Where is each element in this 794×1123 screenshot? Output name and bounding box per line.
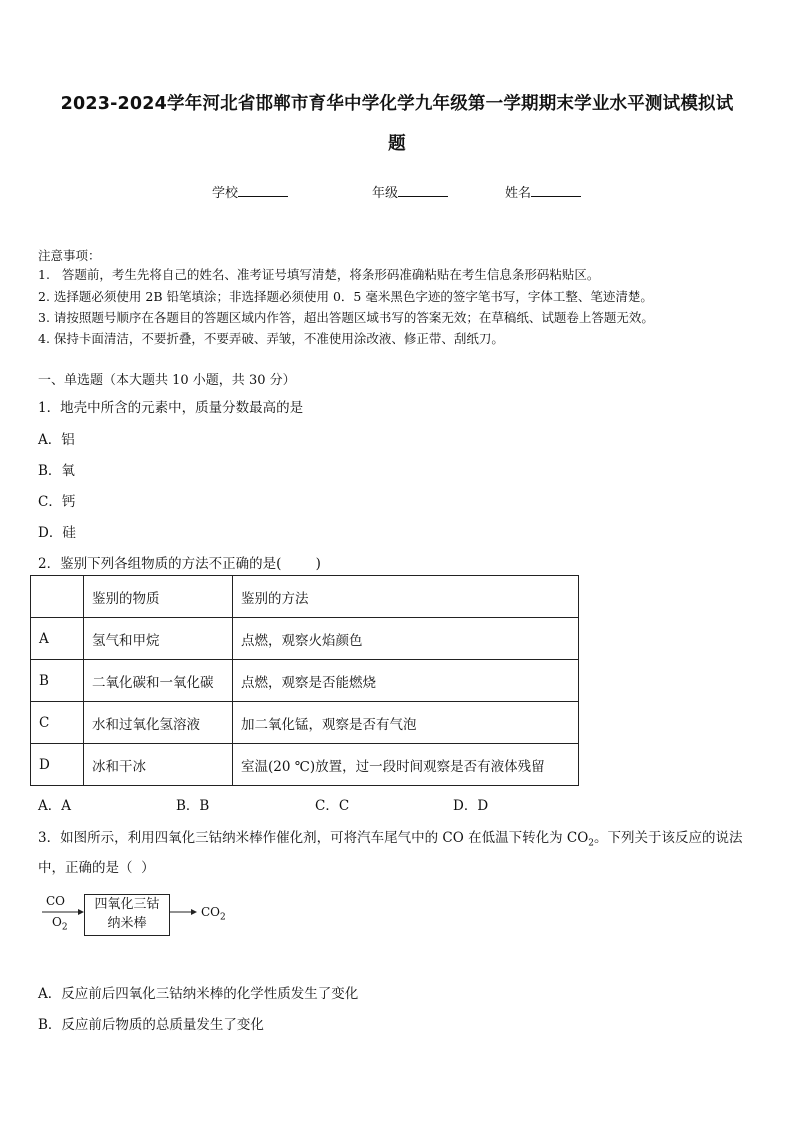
section-heading: 一、单选题（本大题共 10 小题，共 30 分） <box>38 373 296 388</box>
table-row <box>31 660 579 702</box>
table-cell-option: D <box>31 744 84 786</box>
diagram-output-co2-text: CO <box>201 905 221 919</box>
output-arrowhead-icon <box>191 909 197 915</box>
table-cell-method: 点燃，观察是否能燃烧 <box>233 660 579 702</box>
table-cell-option: A <box>31 618 84 660</box>
diagram-output-co2 <box>201 905 226 922</box>
name-field <box>505 182 581 201</box>
question-1-option-c: C．钙 <box>38 494 76 510</box>
question-1-stem: 1．地壳中所含的元素中，质量分数最高的是 <box>38 400 304 416</box>
school-blank <box>238 184 288 197</box>
question-3-stem-text: 3．如图所示，利用四氧化三钴纳米棒作催化剂，可将汽车尾气中的 CO 在低温下转化为 CO <box>38 830 589 846</box>
question-3-option-a: A．反应前后四氧化三钴纳米棒的化学性质发生了变化 <box>38 986 359 1002</box>
notice-item: 3. 请按照题号顺序在各题目的答题区域内作答，超出答题区域书写的答案无效；在草稿纸、试题卷上答题无效。 <box>38 310 654 325</box>
catalyst-box-line1: 四氧化三钴 <box>94 897 160 912</box>
table-cell-option: B <box>31 660 84 702</box>
catalyst-box-line2: 纳米棒 <box>107 916 147 931</box>
grade-blank <box>398 184 448 197</box>
table-header-cell: 鉴别的物质 <box>84 576 233 618</box>
page-title-continued: 题 <box>388 134 406 154</box>
grade-label: 年级 <box>372 186 399 201</box>
question-2-option-d: D．D <box>453 798 489 814</box>
question-3-option-b: B．反应前后物质的总质量发生了变化 <box>38 1017 264 1033</box>
catalyst-box <box>84 894 170 936</box>
diagram-input-o2-text: O <box>52 915 62 929</box>
question-3-stem <box>38 826 743 849</box>
notice-heading: 注意事项： <box>38 248 101 263</box>
school-label: 学校 <box>212 186 239 201</box>
grade-field <box>372 182 448 201</box>
subscript: 2 <box>61 922 68 933</box>
notice-item: 1. 答题前，考生先将自己的姓名、准考证号填写清楚，将条形码准确粘贴在考生信息条形码粘贴区。 <box>38 267 600 282</box>
table-header-row <box>31 576 579 618</box>
question-2-stem: 2．鉴别下列各组物质的方法不正确的是( ) <box>38 556 321 572</box>
table-cell-method: 加二氧化锰，观察是否有气泡 <box>233 702 579 744</box>
table-header-cell <box>31 576 84 618</box>
table-cell-option: C <box>31 702 84 744</box>
question-3-stem-text-end: 。下列关于该反应的说法 <box>594 830 743 846</box>
name-blank <box>531 184 581 197</box>
table-cell-substance: 水和过氧化氢溶液 <box>84 702 233 744</box>
diagram-input-co: CO <box>46 894 66 908</box>
subscript: 2 <box>220 912 226 923</box>
table-header-cell: 鉴别的方法 <box>233 576 579 618</box>
question-3-stem-continued: 中，正确的是（ ） <box>38 860 155 876</box>
table-cell-method: 室温(20 ℃)放置，过一段时间观察是否有液体残留 <box>233 744 579 786</box>
notice-item: 4. 保持卡面清洁，不要折叠，不要弄破、弄皱，不准使用涂改液、修正带、刮纸刀。 <box>38 331 504 346</box>
table-row <box>31 744 579 786</box>
question-1-option-a: A．铝 <box>38 432 75 448</box>
table-cell-substance: 氢气和甲烷 <box>84 618 233 660</box>
table-cell-substance: 二氧化碳和一氧化碳 <box>84 660 233 702</box>
name-label: 姓名 <box>505 186 532 201</box>
question-2-table <box>30 575 579 786</box>
table-cell-method: 点燃，观察火焰颜色 <box>233 618 579 660</box>
question-2-option-b: B．B <box>176 798 210 814</box>
table-row <box>31 618 579 660</box>
notice-item: 2. 选择题必须使用 2B 铅笔填涂；非选择题必须使用 0．5 毫米黑色字迹的签字笔书写，字体工整、笔迹清楚。 <box>38 289 653 304</box>
question-2-option-c: C．C <box>315 798 350 814</box>
page-title: 2023-2024学年河北省邯郸市育华中学化学九年级第一学期期末学业水平测试模拟试 <box>60 94 734 114</box>
question-2-option-a: A．A <box>38 798 71 814</box>
question-1-option-d: D．硅 <box>38 525 76 541</box>
table-row <box>31 702 579 744</box>
question-1-option-b: B．氧 <box>38 463 75 479</box>
subscript: 2 <box>588 838 594 849</box>
school-field <box>212 182 288 201</box>
table-cell-substance: 冰和干冰 <box>84 744 233 786</box>
